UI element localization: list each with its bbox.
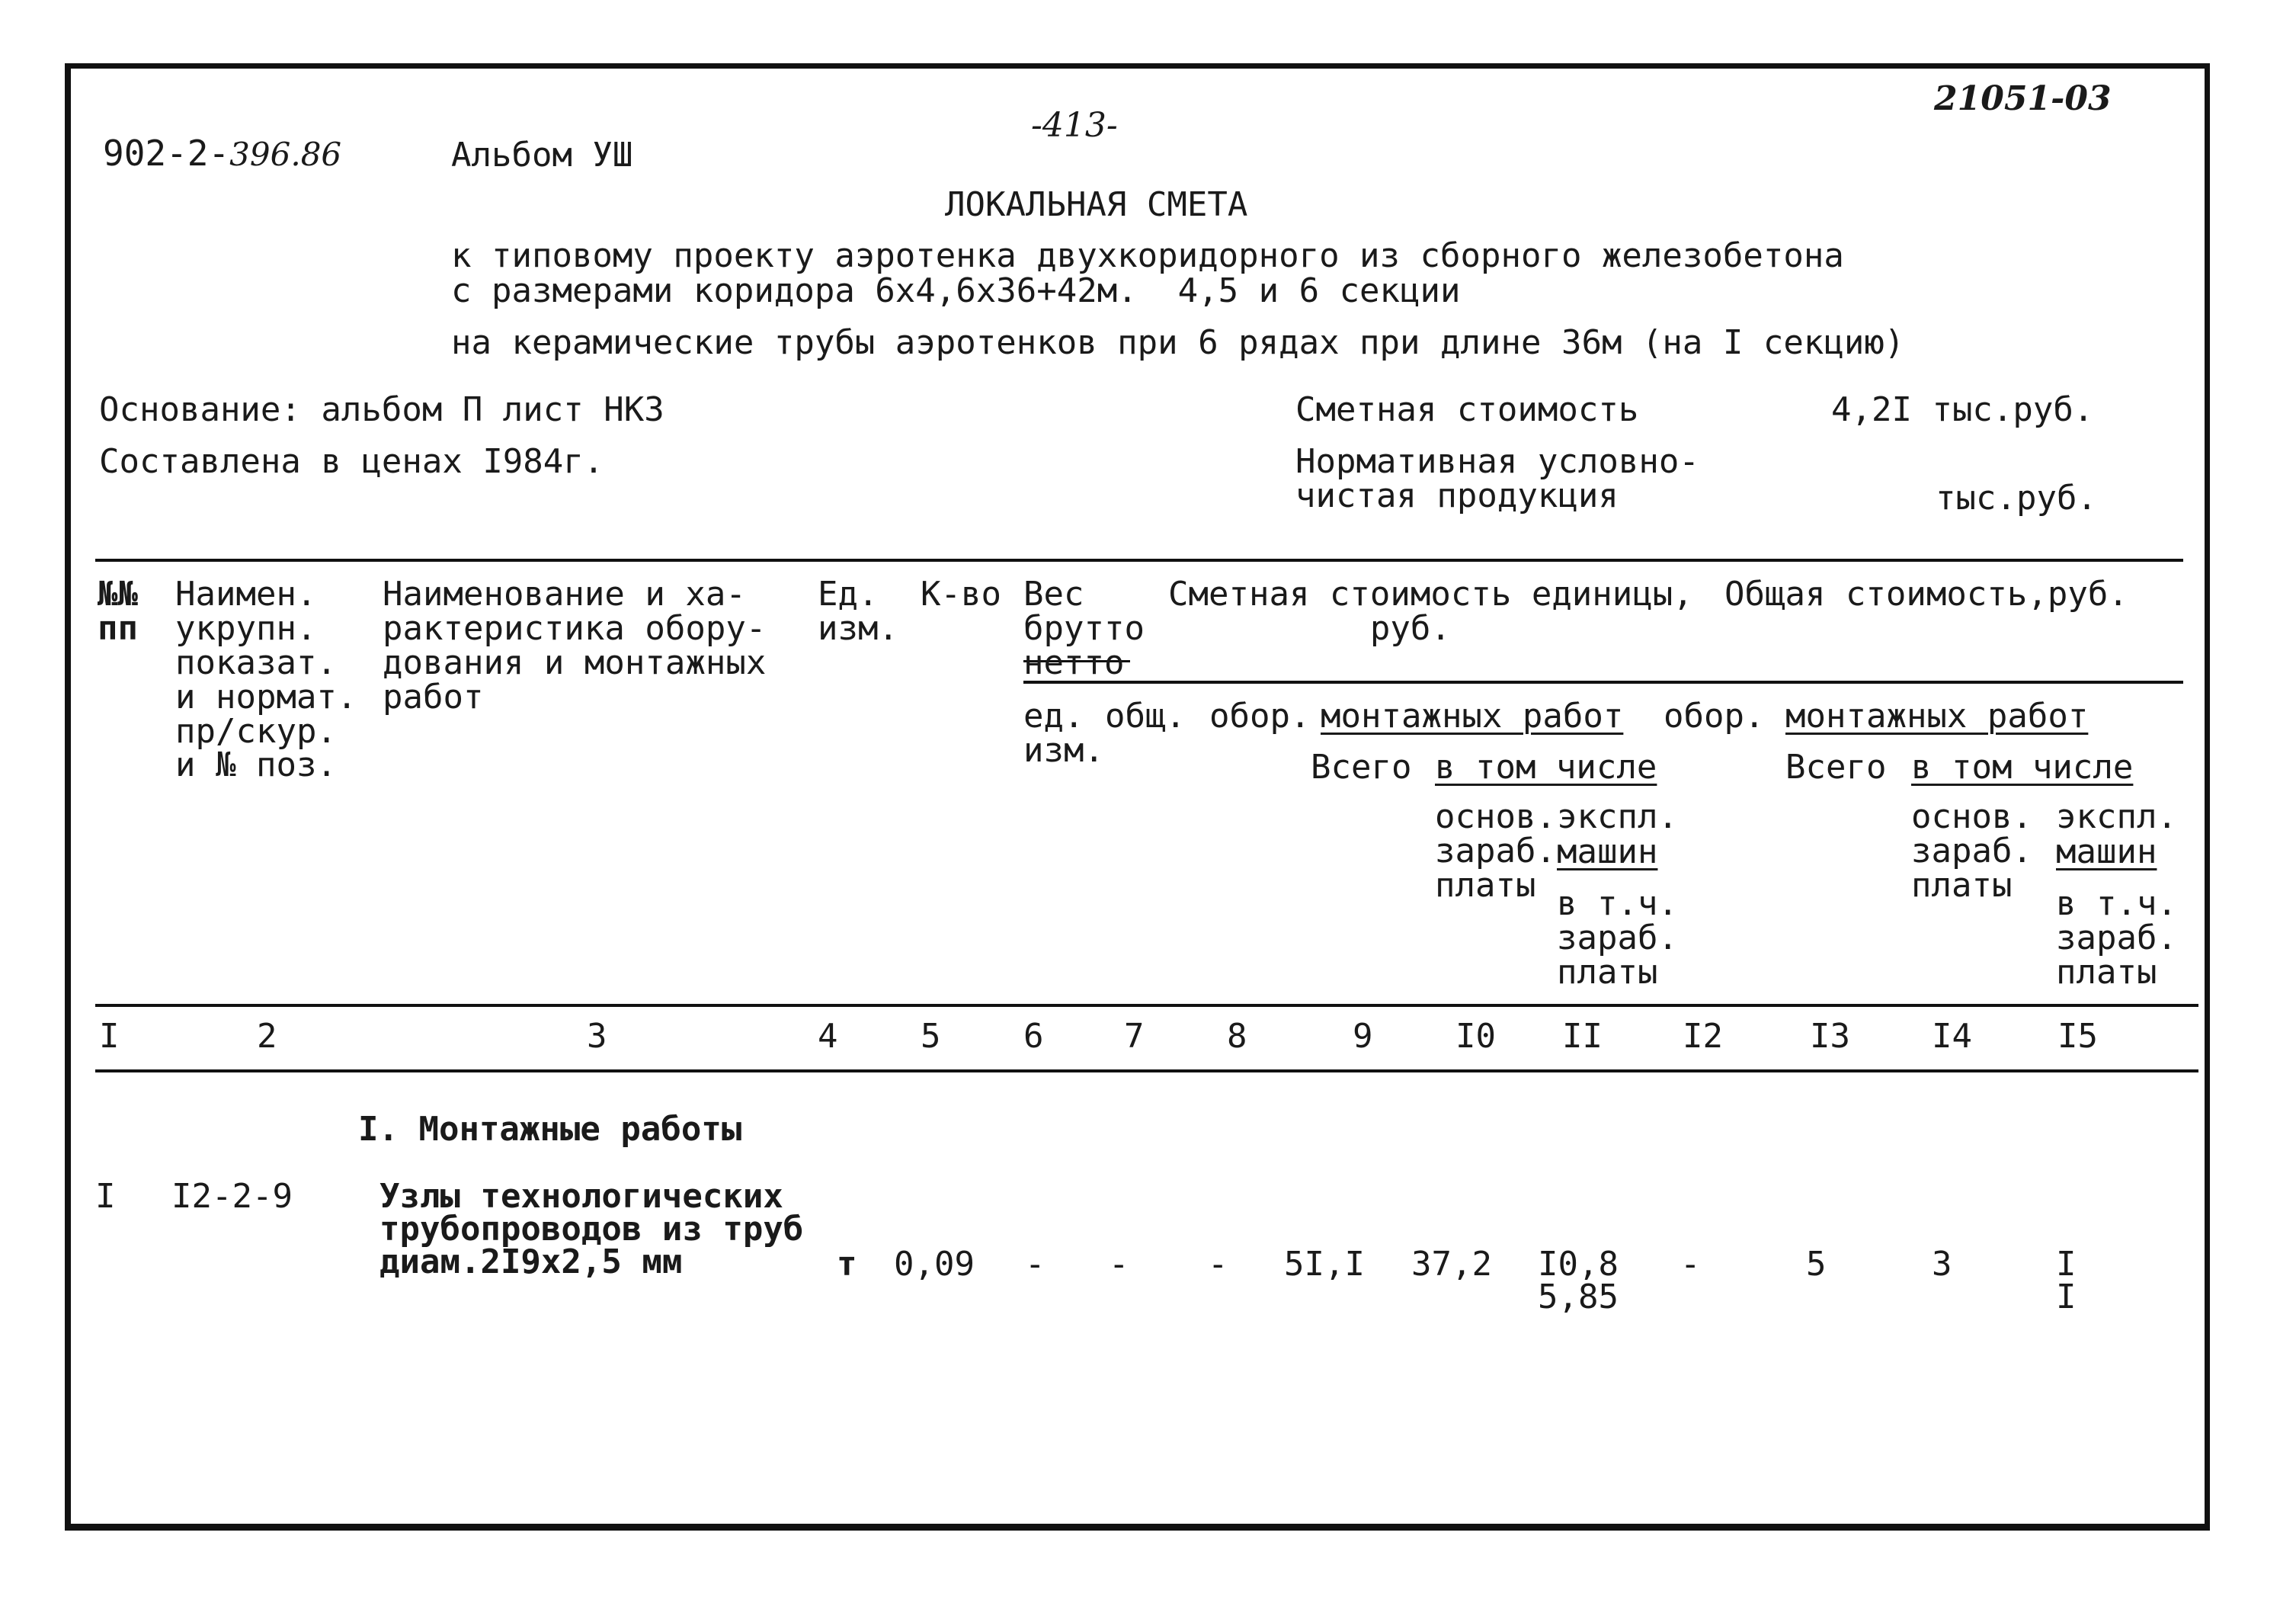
column-number: I4 (1932, 1017, 1972, 1056)
row-col12: - (1680, 1245, 1701, 1284)
column-number: 2 (257, 1017, 277, 1056)
header-subdivider (1023, 681, 2183, 684)
document-stamp: 21051-03 (1934, 79, 2112, 118)
row-col9: 5I,I (1284, 1245, 1365, 1284)
column-number: 9 (1353, 1017, 1373, 1056)
row-unit: т (837, 1245, 857, 1284)
row-col14: 3 (1932, 1245, 1952, 1284)
column-number: II (1562, 1017, 1603, 1056)
th-unit-machine-ops: экспл. (1557, 797, 1678, 836)
th-unit: Ед. изм. (818, 575, 898, 648)
th-unit-base-wages: основ. зараб. платы (1435, 797, 1556, 905)
cost-label: Сметная стоимость (1295, 390, 1639, 429)
document-title: ЛОКАЛЬНАЯ СМЕТА (945, 185, 1248, 224)
th-weight-unit: ед. изм. (1023, 697, 1104, 770)
row-quantity: 0,09 (894, 1245, 975, 1284)
column-number: I2 (1683, 1017, 1723, 1056)
th-total-total: Всего (1785, 748, 1887, 787)
th-unit-machines: машин (1557, 832, 1658, 871)
th-unit-including: в том числе (1435, 748, 1657, 787)
th-total-machine-ops: экспл. (2056, 797, 2177, 836)
row-col13: 5 (1806, 1245, 1827, 1284)
row-col15-top: I (2056, 1245, 2077, 1284)
column-number: 8 (1227, 1017, 1247, 1056)
column-number: I (99, 1017, 120, 1056)
row-name: Узлы технологических трубопроводов из труб диам.2I9х2,5 мм (379, 1177, 804, 1282)
row-code: I2-2-9 (171, 1177, 293, 1216)
document-code (103, 133, 342, 174)
basis-text: Основание: альбом П лист НК3 (99, 390, 664, 429)
subtitle-line-1: к типовому проекту аэротенка двухкоридорного из сборного железобетона (451, 236, 1844, 275)
column-number: 5 (921, 1017, 941, 1056)
th-quantity: К-во (921, 575, 1001, 614)
th-total-base-wages: основ. зараб. платы (1911, 797, 2032, 905)
th-total-including: в том числе (1911, 748, 2134, 787)
th-total-machines: машин (2056, 832, 2157, 871)
th-total-cost-group: Общая стоимость,руб. (1724, 575, 2128, 614)
net-product-unit: тыс.руб. (1936, 479, 2097, 518)
row-number: I (95, 1177, 116, 1216)
album-label: Альбом УШ (451, 136, 633, 175)
row-col6: - (1025, 1245, 1046, 1284)
th-unit-machine-wages: в т.ч. зараб. платы (1557, 884, 1678, 992)
column-numbers-rule (95, 1069, 2198, 1072)
th-weight-total: общ. (1105, 697, 1186, 736)
th-name: Наименование и ха- рактеристика обору- дования и монтажных работ (383, 575, 767, 717)
column-number: 6 (1023, 1017, 1044, 1056)
row-col8: - (1208, 1245, 1228, 1284)
th-equipment-unit: обор. (1209, 697, 1311, 736)
row-col11-top: I0,8 (1538, 1245, 1619, 1284)
th-installation-total: монтажных работ (1785, 697, 2089, 736)
th-weight-net: нетто (1023, 643, 1125, 682)
header-bottom-rule (95, 1004, 2198, 1007)
cost-value: 4,2I тыс.руб. (1831, 390, 2094, 429)
column-number: 7 (1124, 1017, 1145, 1056)
th-equipment-total: обор. (1664, 697, 1765, 736)
column-number: 3 (587, 1017, 607, 1056)
subtitle-line-2: с размерами коридора 6х4,6х36+42м. 4,5 и 6 секции (451, 271, 1461, 310)
row-col11-bottom: 5,85 (1538, 1278, 1619, 1316)
column-number: 4 (818, 1017, 838, 1056)
th-weight-gross: Вес брутто (1023, 575, 1145, 648)
row-col10: 37,2 (1411, 1245, 1492, 1284)
column-number: I0 (1455, 1017, 1496, 1056)
column-number: I5 (2057, 1017, 2098, 1056)
th-unit-cost-group: Сметная стоимость единицы, руб. (1168, 575, 1693, 648)
table-top-rule (95, 559, 2183, 562)
page-number: -413- (1031, 106, 1118, 145)
subtitle-line-3: на керамические трубы аэротенков при 6 рядах при длине 36м (на I секцию) (451, 323, 1905, 362)
th-row-number: №№ пп (98, 575, 138, 648)
document-code-printed: 902-2- (103, 133, 230, 174)
prices-text: Составлена в ценах I984г. (99, 442, 604, 481)
th-unit-total: Всего (1311, 748, 1412, 787)
column-number: I3 (1810, 1017, 1850, 1056)
th-norm-code: Наимен. укрупн. показат. и нормат. пр/скур. и № поз. (175, 575, 357, 785)
th-total-machine-wages: в т.ч. зараб. платы (2056, 884, 2177, 992)
row-col15-bottom: I (2056, 1278, 2077, 1316)
net-product-label: Нормативная условно- чистая продукция (1295, 442, 1699, 515)
document-code-handwritten: 396.86 (229, 136, 342, 173)
row-col7: - (1109, 1245, 1129, 1284)
th-installation-unit: монтажных работ (1321, 697, 1624, 736)
section-title: I. Монтажные работы (358, 1110, 742, 1149)
